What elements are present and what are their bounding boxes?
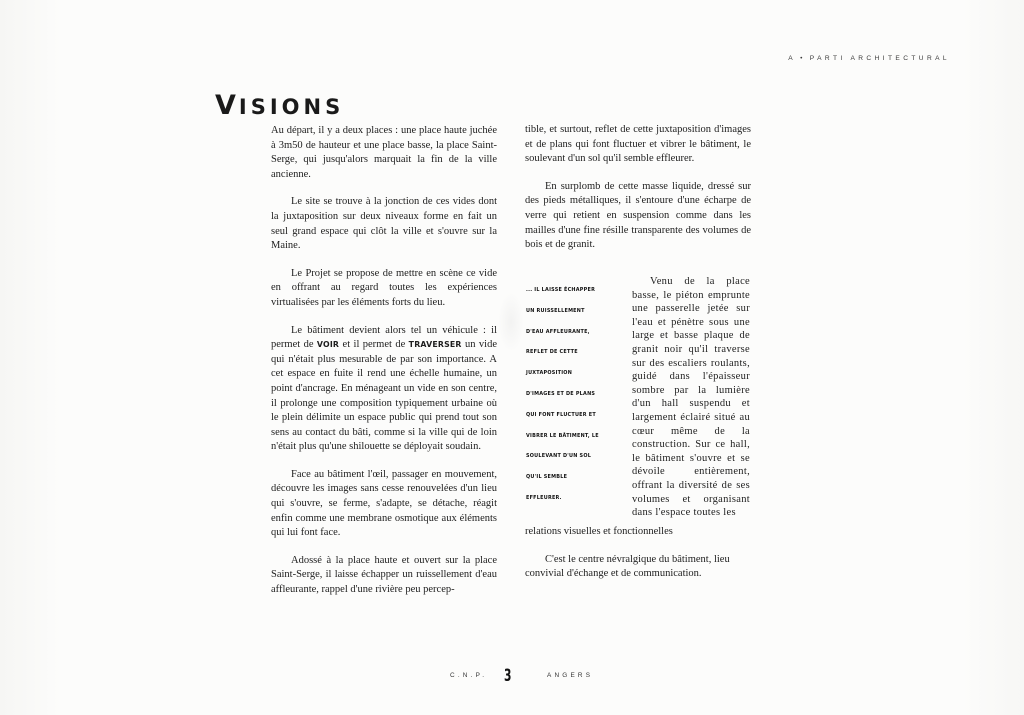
pull-quote-line: QUI FONT FLUCTUER ET (526, 411, 596, 418)
paragraph-4 (271, 324, 497, 455)
pull-quote-line: D'IMAGES ET DE PLANS (526, 390, 596, 397)
paragraph-8: En surplomb de cette masse liquide, dressé sur des pieds métalliques, il s'entoure d'une écharpe de verre qui retient en suspension comme dans les mailles d'une fine résille transparente des volumes de bois et de granit. (525, 180, 751, 251)
emphasis-voir: VOIR (316, 340, 340, 350)
paragraph-5: Face au bâtiment l'œil, passager en mouvement, découvre les images sans cesse renouvelées d'un lieu qui s'ouvre, se ferme, s'adapte, se détache, réagit enfin comme une membrane osmotique aux éléments qui lui font face. (271, 468, 497, 539)
paragraph-4-part-c: un vide qui n'était plus mesurable de par son importance. A cet espace en fuite il rend une échelle humaine, un point d'ancrage. En ménageant un vide en son centre, il prolonge une composition typiquement urbaine où le plein délimite un espace public qui prend tout son sens au contact du bâti, comme si la ville qui de loin n'était plus qu'une shilouette se déployait soudain. (271, 339, 498, 453)
footer-left: C.N.P. (450, 672, 488, 679)
paragraph-6: Adossé à la place haute et ouvert sur la place Saint-Serge, il laisse échapper un ruissellement d'eau affleurante, rappel d'une rivière peu percep- (271, 554, 497, 596)
paragraph-4-part-a: Le bâtiment devient alors tel un véhicule : il permet de (271, 324, 497, 351)
paragraph-1: Au départ, il y a deux places : une place haute juchée à 3m50 de hauteur et une place basse, la place Saint-Serge, qui jusqu'alors marquait la fin de la ville ancienne. (271, 125, 497, 180)
section-letter: A (788, 55, 797, 62)
page-number: 3 (504, 666, 512, 686)
paragraph-2: Le site se trouve à la jonction de ces vides dont la juxtaposition sur deux niveaux forme en fait un seul grand espace qui clôt la ville et s'ouvre sur la Maine. (271, 196, 497, 252)
pull-quote-line: EFFLEURER. (526, 494, 562, 501)
pull-quote-line: UN RUISSELLEMENT (526, 307, 585, 314)
paragraph-7: tible, et surtout, reflet de cette juxtaposition d'images et de plans qui font fluctuer et vibrer le bâtiment, le soulevant d'un sol qu'il semble effleurer. (525, 124, 751, 165)
right-column-bottom (525, 525, 751, 595)
title-initial: V (215, 90, 239, 121)
scan-smudge (498, 292, 524, 352)
running-header (788, 55, 950, 62)
paragraph-last: C'est le centre névralgique du bâtiment, lieu convivial d'échange et de communication. (525, 553, 730, 580)
pull-quote-line: JUXTAPOSITION (526, 370, 573, 377)
paragraph-3: Le Projet se propose de mettre en scène ce vide en offrant au regard toutes les expériences virtualisées par les éléments forts du lieu. (271, 267, 497, 308)
pull-quote-line: ... IL LAISSE ÉCHAPPER (526, 287, 596, 293)
side-paragraph-text: Venu de la place basse, le piéton emprunte une passerelle jetée sur l'eau et pénètre sous une large et basse plaque de granit noir qu'il traverse sur des escaliers roulants, guidé dans l'épaisseur sombre par la lumière d'un hall suspendu et largement éclairé situé au cœur même de la construction. Sur ce hall, le bâtiment s'ouvre et se dévoile entièrement, offrant la diversité de ses volumes et organisant dans l'espace toutes les (632, 276, 750, 519)
emphasis-traverser: TRAVERSER (408, 340, 462, 350)
side-paragraph-end: relations visuelles et fonctionnelles (525, 526, 673, 537)
pull-quote-line: SOULEVANT D'UN SOL (526, 453, 592, 460)
pull-quote-line: REFLET DE CETTE (526, 349, 578, 356)
pull-quote-line: D'EAU AFFLEURANTE, (526, 328, 590, 335)
pull-quote-line: VIBRER LE BÂTIMENT, LE (526, 432, 599, 439)
footer-right: ANGERS (547, 672, 594, 679)
header-bullet: • (800, 55, 806, 62)
title-rest: ISIONS (238, 95, 345, 119)
page-title (215, 92, 344, 119)
section-title: PARTI ARCHITECTURAL (809, 55, 950, 62)
pull-quote-line: QU'IL SEMBLE (526, 474, 568, 481)
side-paragraph (632, 275, 750, 520)
paragraph-4-part-b: et il permet de (339, 339, 409, 351)
page-footer (0, 666, 1024, 686)
right-column (525, 123, 751, 266)
pull-quote (526, 280, 628, 509)
left-column (271, 124, 497, 611)
